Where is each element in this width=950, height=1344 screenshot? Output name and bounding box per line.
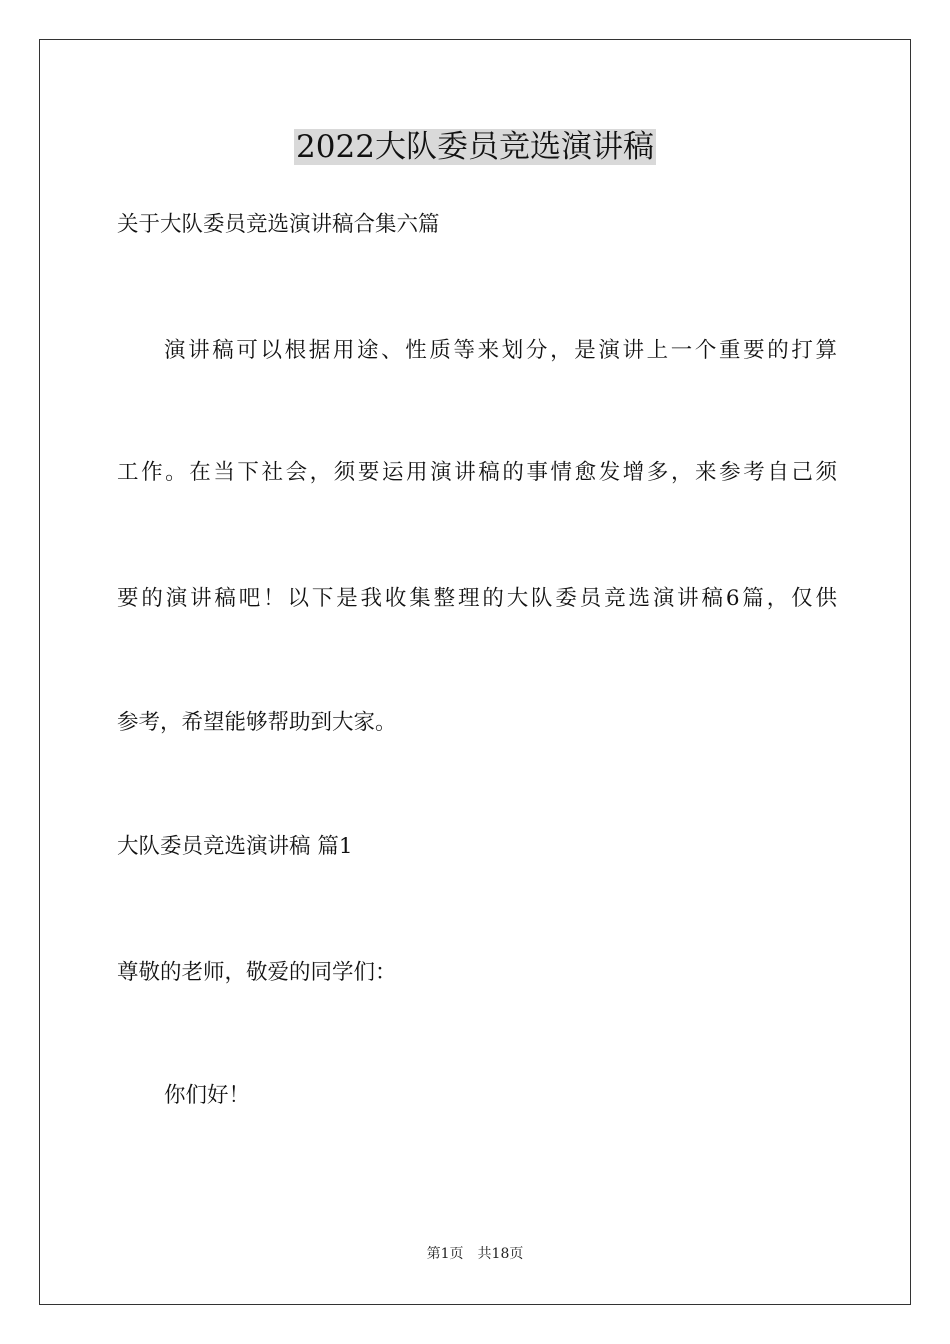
document-title-text: 2022大队委员竞选演讲稿 bbox=[296, 129, 654, 165]
page-footer bbox=[0, 1244, 950, 1264]
greeting: 你们好！ bbox=[164, 1083, 251, 1108]
page-number-total: 共18页 bbox=[477, 1246, 524, 1262]
page-number-current: 第1页 bbox=[426, 1246, 464, 1262]
intro-line-3: 要的演讲稿吧！以下是我收集整理的大队委员竞选演讲稿6篇，仅供 bbox=[117, 586, 837, 611]
salutation: 尊敬的老师，敬爱的同学们： bbox=[117, 960, 397, 985]
intro-line-4: 参考，希望能够帮助到大家。 bbox=[117, 710, 397, 735]
intro-line-1: 演讲稿可以根据用途、性质等来划分，是演讲上一个重要的打算 bbox=[164, 338, 837, 363]
document-title bbox=[0, 125, 950, 169]
document-subtitle: 关于大队委员竞选演讲稿合集六篇 bbox=[117, 212, 440, 237]
section-heading: 大队委员竞选演讲稿 篇1 bbox=[117, 834, 353, 859]
intro-line-2: 工作。在当下社会，须要运用演讲稿的事情愈发增多，来参考自己须 bbox=[117, 460, 837, 485]
